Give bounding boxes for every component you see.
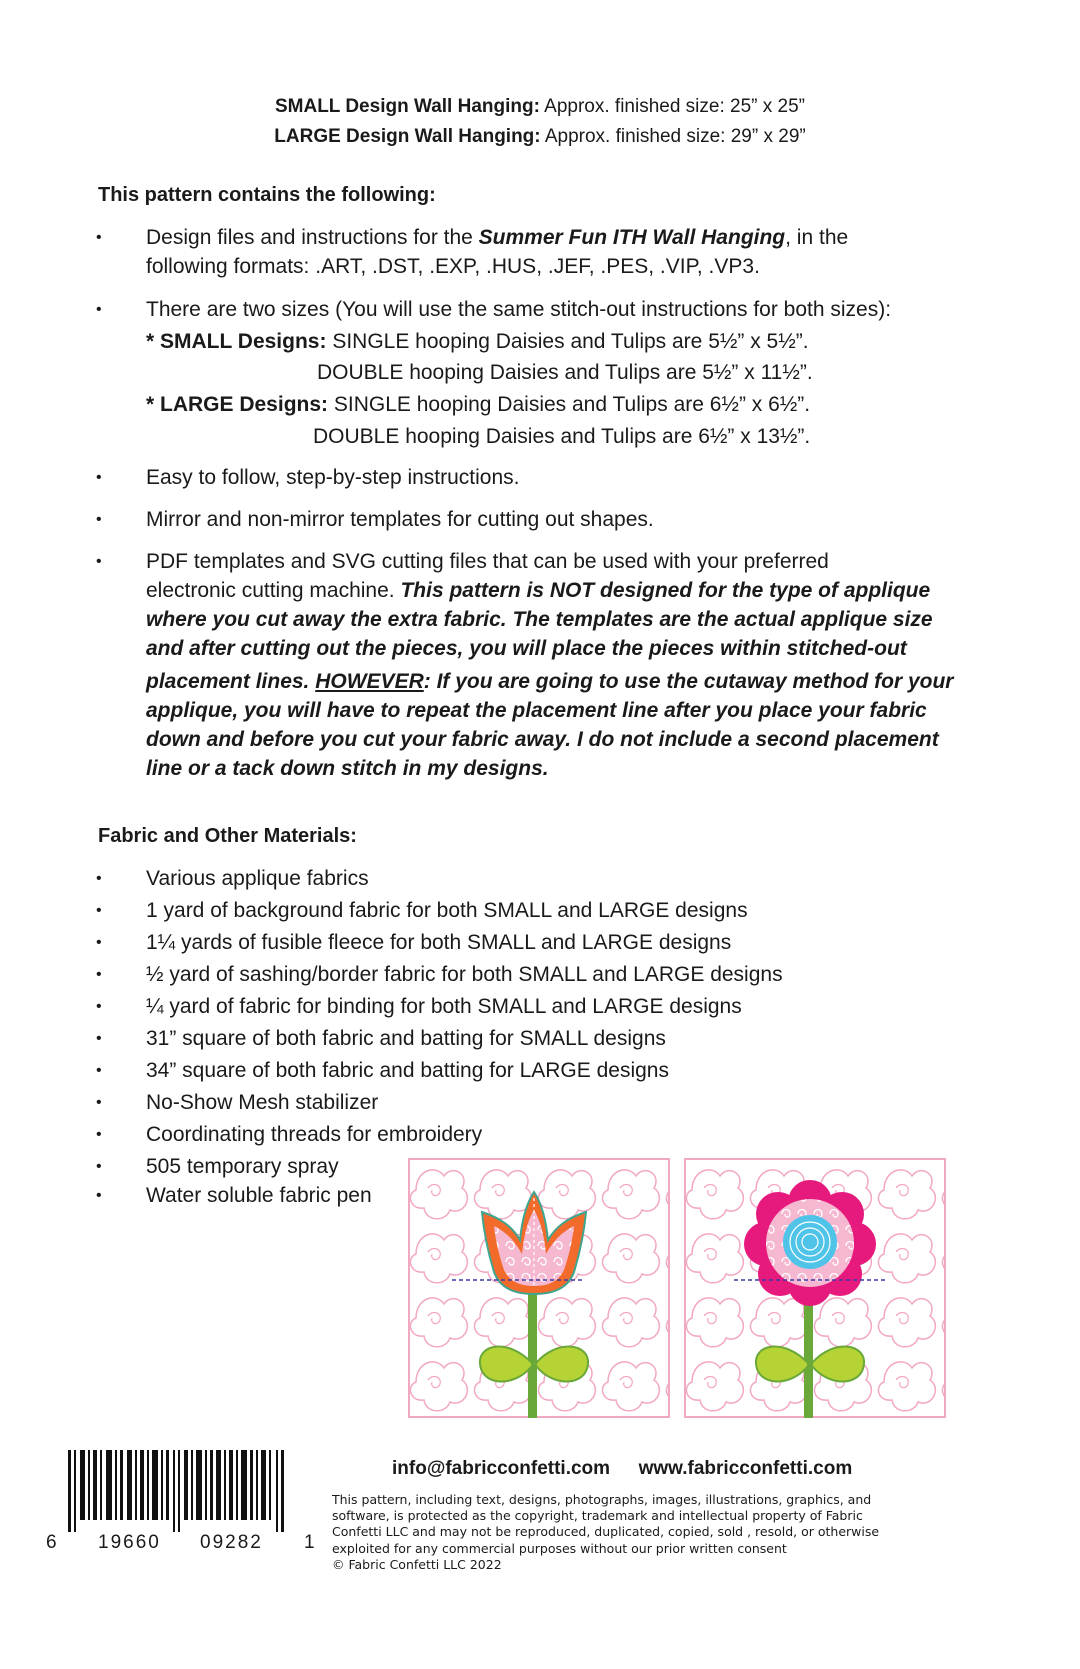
large-designs-single: * LARGE Designs: SINGLE hooping Daisies and Tulips are 6½” x 6½”. <box>146 393 811 416</box>
bullet: • <box>96 1158 102 1175</box>
daisy-block <box>685 1159 945 1418</box>
list-item: • Various applique fabrics <box>146 864 369 893</box>
list-item: • 31” square of both fabric and batting for SMALL designs <box>146 1024 666 1053</box>
bullet: • <box>96 301 102 318</box>
bullet: • <box>96 553 102 570</box>
tulip-block <box>409 1159 669 1418</box>
list-item: • ¼ yard of fabric for binding for both SMALL and LARGE designs <box>146 992 742 1021</box>
bullet: • <box>96 469 102 486</box>
large-size-line: LARGE Design Wall Hanging: Approx. finished size: 29” x 29” <box>274 126 806 147</box>
contents-heading: This pattern contains the following: <box>98 184 436 206</box>
barcode-digits-right: 09282 <box>200 1532 263 1553</box>
barcode-digit-system: 6 <box>46 1532 57 1553</box>
email-link[interactable]: info@fabricconfetti.com <box>392 1458 611 1479</box>
contents-item-formats: • Design files and instructions for the Summer Fun ITH Wall Hanging, in the following formats: .ART, .DST, .EXP, .HUS, .JEF, .PES, .VIP, .VP3. <box>146 223 966 281</box>
bullet: • <box>96 1126 102 1143</box>
contents-item-templates: • Mirror and non-mirror templates for cutting out shapes. <box>146 505 966 534</box>
list-item: • 1¼ yards of fusible fleece for both SMALL and LARGE designs <box>146 928 731 957</box>
website-link[interactable]: www.fabricconfetti.com <box>638 1458 853 1479</box>
small-designs-single: * SMALL Designs: SINGLE hooping Daisies and Tulips are 5½” x 5½”. <box>146 330 809 353</box>
bullet: • <box>96 1094 102 1111</box>
list-item: • Coordinating threads for embroidery <box>146 1120 482 1149</box>
contents-item-svg: • PDF templates and SVG cutting files that can be used with your preferred electronic cutting machine. This pattern is NOT designed for the type of applique where you cut away the extra fabric. The templates are the actual applique size and after cutting out the pieces, you will place the pieces within stitched-out placement lines. HOWEVER: If you are going to use the cutaway method for your applique, you will have to repeat the placement line after you place your fabric down and before you cut your fabric away. I do not include a second placement line or a tack down stitch in my designs. <box>146 547 976 783</box>
list-item: • Water soluble fabric pen <box>146 1181 372 1210</box>
list-item: • 505 temporary spray <box>146 1152 339 1181</box>
materials-heading: Fabric and Other Materials: <box>98 825 357 847</box>
bullet: • <box>96 966 102 983</box>
contact-links <box>392 1458 852 1480</box>
list-item: • No-Show Mesh stabilizer <box>146 1088 378 1117</box>
bullet: • <box>96 870 102 887</box>
bullet: • <box>96 934 102 951</box>
barcode-digit-check: 1 <box>304 1532 315 1553</box>
list-item: • 1 yard of background fabric for both SMALL and LARGE designs <box>146 896 748 925</box>
list-item: • ½ yard of sashing/border fabric for both SMALL and LARGE designs <box>146 960 783 989</box>
finished-sizes <box>0 92 1080 152</box>
bullet: • <box>96 511 102 528</box>
daisy-center <box>783 1215 837 1269</box>
quilt-blocks-illustration <box>408 1158 950 1418</box>
barcode <box>40 1450 330 1532</box>
list-item: • 34” square of both fabric and batting for LARGE designs <box>146 1056 669 1085</box>
small-size-line: SMALL Design Wall Hanging: Approx. finished size: 25” x 25” <box>274 96 806 117</box>
bullet: • <box>96 1062 102 1079</box>
large-designs-double: DOUBLE hooping Daisies and Tulips are 6½” x 13½”. <box>313 425 811 448</box>
bullet: • <box>96 998 102 1015</box>
bullet: • <box>96 902 102 919</box>
legal-notice: This pattern, including text, designs, photographs, images, illustrations, graphics, and software, is protected as the copyright, trademark and intellectual property of Fabric Confetti LLC and may not be reproduced, duplicated, copied, sold , resold, or otherwise exploited for any commercial purposes without our prior written consent © Fabric Confetti LLC 2022 <box>332 1492 880 1572</box>
contents-item-sizes: • There are two sizes (You will use the same stitch-out instructions for both sizes): <box>146 295 966 324</box>
stem <box>528 1283 537 1418</box>
bullet: • <box>96 1187 102 1204</box>
contents-item-instructions: • Easy to follow, step-by-step instructions. <box>146 463 966 492</box>
small-designs-double: DOUBLE hooping Daisies and Tulips are 5½” x 11½”. <box>317 361 813 384</box>
bullet: • <box>96 1030 102 1047</box>
bullet: • <box>96 229 102 246</box>
barcode-digits-left: 19660 <box>98 1532 161 1553</box>
